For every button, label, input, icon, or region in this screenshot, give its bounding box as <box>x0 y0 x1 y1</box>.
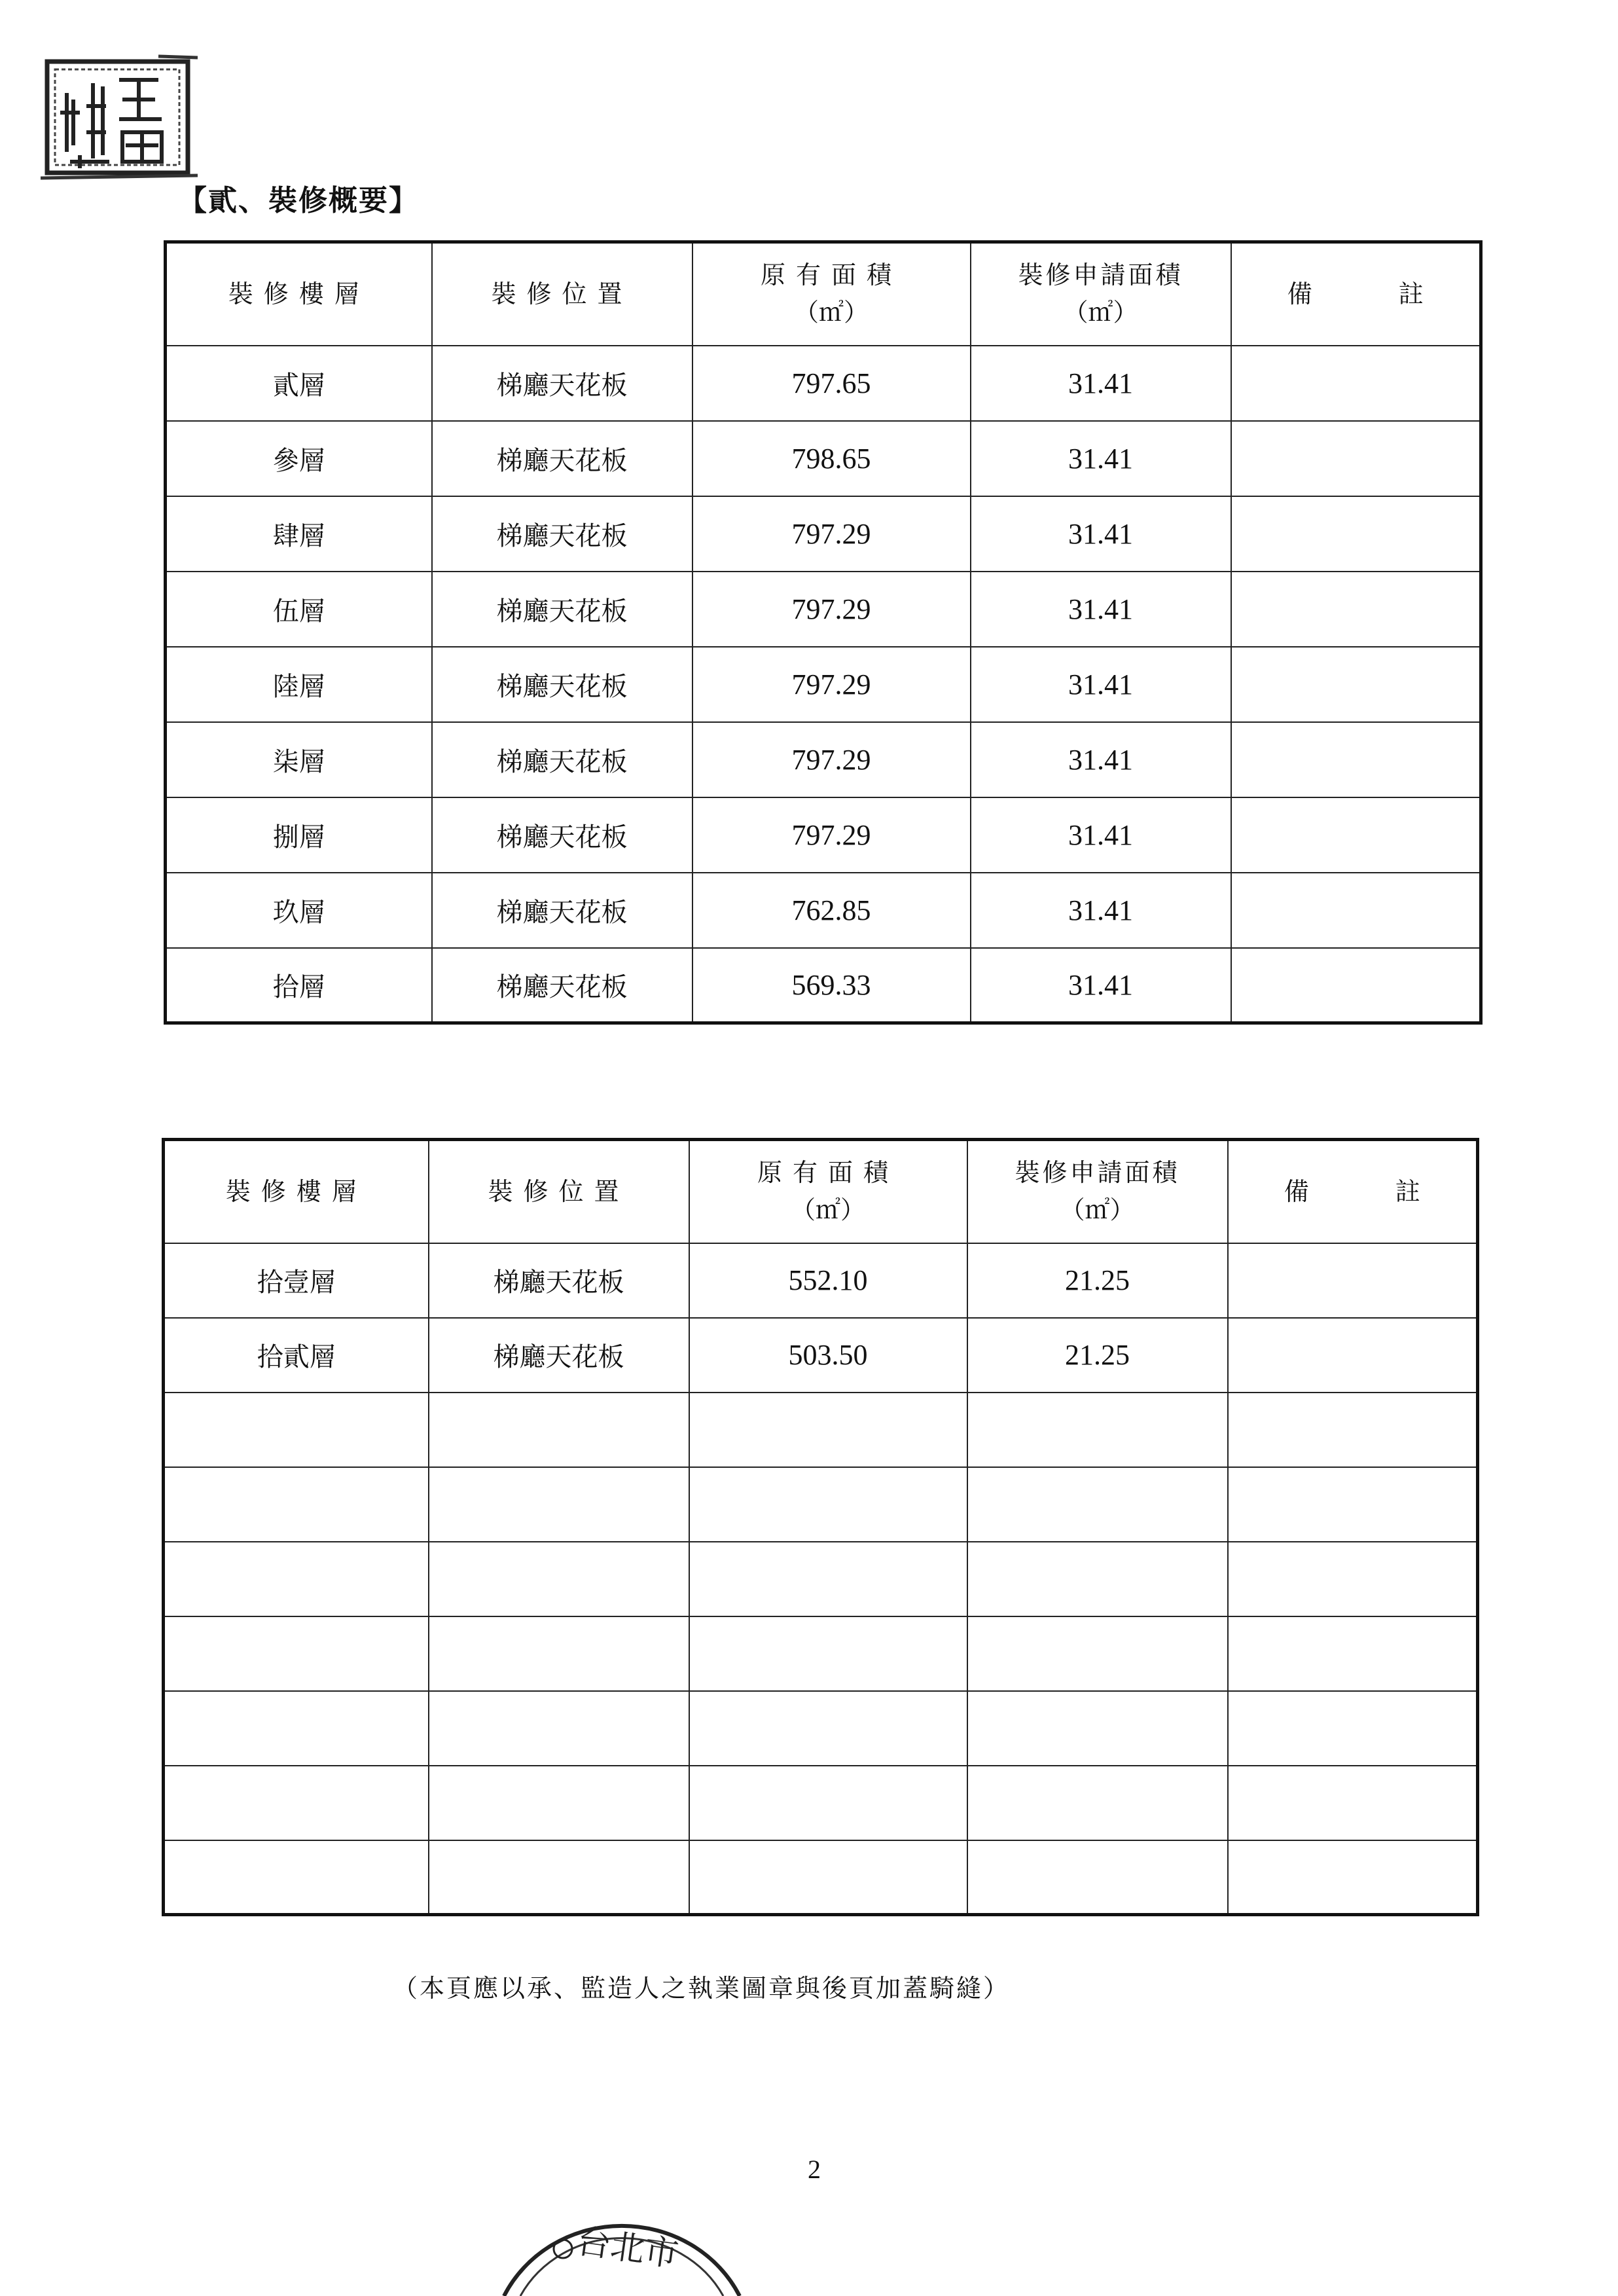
cell-applied-area: 31.41 <box>971 948 1231 1023</box>
cell-original-area <box>689 1542 967 1616</box>
table-row <box>166 873 1481 948</box>
cell-applied-area: 31.41 <box>971 647 1231 722</box>
cell-position <box>429 1467 689 1542</box>
cell-applied-area: 31.41 <box>971 797 1231 873</box>
cell-applied-area <box>967 1840 1228 1915</box>
cell-original-area: 797.29 <box>692 647 971 722</box>
header-position: 裝修位置 <box>432 242 692 346</box>
cell-position: 梯廳天花板 <box>429 1318 689 1393</box>
cell-applied-area <box>967 1766 1228 1840</box>
cell-floor <box>164 1467 429 1542</box>
cell-position <box>429 1616 689 1691</box>
cell-remarks <box>1228 1243 1478 1318</box>
cell-remarks <box>1228 1393 1478 1467</box>
header-remarks: 備 註 <box>1228 1140 1478 1243</box>
cell-remarks <box>1228 1616 1478 1691</box>
cell-applied-area: 21.25 <box>967 1318 1228 1393</box>
header-floor: 裝修樓層 <box>164 1140 429 1243</box>
table-row <box>164 1691 1478 1766</box>
header-floor: 裝修樓層 <box>166 242 432 346</box>
header-applied-area-unit: （㎡） <box>1060 1195 1135 1225</box>
cell-remarks <box>1228 1318 1478 1393</box>
cell-applied-area <box>967 1393 1228 1467</box>
cell-remarks <box>1228 1691 1478 1766</box>
cell-original-area <box>689 1616 967 1691</box>
cell-original-area: 797.29 <box>692 496 971 572</box>
cell-position <box>429 1542 689 1616</box>
cell-remarks <box>1231 722 1481 797</box>
official-round-seal-icon <box>491 2187 753 2296</box>
cell-applied-area: 31.41 <box>971 496 1231 572</box>
cell-floor: 拾壹層 <box>164 1243 429 1318</box>
cell-applied-area <box>967 1691 1228 1766</box>
cell-remarks <box>1231 873 1481 948</box>
cell-floor <box>164 1766 429 1840</box>
table-header-row <box>166 242 1481 346</box>
cell-position: 梯廳天花板 <box>432 873 692 948</box>
cell-original-area: 797.29 <box>692 797 971 873</box>
cell-position: 梯廳天花板 <box>429 1243 689 1318</box>
cell-position: 梯廳天花板 <box>432 421 692 496</box>
cell-floor <box>164 1691 429 1766</box>
renovation-table-1 <box>164 240 1483 1025</box>
cell-original-area: 569.33 <box>692 948 971 1023</box>
seal-text: 台北市 <box>574 2221 681 2275</box>
cell-position <box>429 1766 689 1840</box>
header-applied-area <box>971 242 1231 346</box>
renovation-table-2 <box>162 1138 1479 1916</box>
table-row <box>166 948 1481 1023</box>
cell-applied-area <box>967 1542 1228 1616</box>
cell-applied-area: 31.41 <box>971 873 1231 948</box>
header-applied-area-unit: （㎡） <box>1063 298 1138 327</box>
cell-applied-area <box>967 1467 1228 1542</box>
page-number: 2 <box>808 2155 821 2184</box>
cell-floor: 陸層 <box>166 647 432 722</box>
table-row <box>164 1243 1478 1318</box>
cell-remarks <box>1231 572 1481 647</box>
cell-remarks <box>1228 1840 1478 1915</box>
cell-remarks <box>1228 1766 1478 1840</box>
cell-floor: 拾層 <box>166 948 432 1023</box>
cell-applied-area: 31.41 <box>971 572 1231 647</box>
cell-floor: 伍層 <box>166 572 432 647</box>
table-row <box>164 1318 1478 1393</box>
cell-remarks <box>1228 1542 1478 1616</box>
cell-floor: 柒層 <box>166 722 432 797</box>
cell-remarks <box>1231 948 1481 1023</box>
cell-applied-area <box>967 1616 1228 1691</box>
header-remarks: 備 註 <box>1231 242 1481 346</box>
cell-position <box>429 1840 689 1915</box>
cell-position: 梯廳天花板 <box>432 722 692 797</box>
header-original-area-label: 原有面積 <box>760 261 902 290</box>
cell-position <box>429 1393 689 1467</box>
table-row <box>166 572 1481 647</box>
cell-floor: 拾貳層 <box>164 1318 429 1393</box>
table-header-row <box>164 1140 1478 1243</box>
cell-original-area <box>689 1467 967 1542</box>
cell-original-area <box>689 1691 967 1766</box>
cell-floor <box>164 1840 429 1915</box>
table-row <box>164 1616 1478 1691</box>
table-row <box>166 346 1481 421</box>
table-row <box>166 647 1481 722</box>
cell-floor <box>164 1616 429 1691</box>
header-original-area <box>689 1140 967 1243</box>
header-position: 裝修位置 <box>429 1140 689 1243</box>
table-row <box>164 1840 1478 1915</box>
square-seal-stamp-icon <box>41 54 198 185</box>
cell-remarks <box>1231 496 1481 572</box>
cell-position: 梯廳天花板 <box>432 948 692 1023</box>
cell-remarks <box>1231 346 1481 421</box>
cell-floor: 貳層 <box>166 346 432 421</box>
cell-original-area: 798.65 <box>692 421 971 496</box>
header-original-area-label: 原有面積 <box>757 1158 899 1188</box>
cell-floor: 捌層 <box>166 797 432 873</box>
cell-original-area: 552.10 <box>689 1243 967 1318</box>
cell-floor: 肆層 <box>166 496 432 572</box>
header-applied-area-label: 裝修申請面積 <box>1018 261 1183 290</box>
cell-original-area: 797.29 <box>692 572 971 647</box>
cell-position: 梯廳天花板 <box>432 647 692 722</box>
header-original-area <box>692 242 971 346</box>
cell-original-area <box>689 1766 967 1840</box>
header-applied-area <box>967 1140 1228 1243</box>
cell-position: 梯廳天花板 <box>432 496 692 572</box>
cell-position: 梯廳天花板 <box>432 572 692 647</box>
cell-original-area: 503.50 <box>689 1318 967 1393</box>
cell-position <box>429 1691 689 1766</box>
cell-original-area <box>689 1393 967 1467</box>
table-row <box>164 1542 1478 1616</box>
cell-floor: 參層 <box>166 421 432 496</box>
cell-floor <box>164 1542 429 1616</box>
header-original-area-unit: （㎡） <box>793 298 869 327</box>
cell-original-area: 797.29 <box>692 722 971 797</box>
cell-remarks <box>1231 797 1481 873</box>
header-original-area-unit: （㎡） <box>790 1195 865 1225</box>
cell-applied-area: 31.41 <box>971 421 1231 496</box>
cell-remarks <box>1228 1467 1478 1542</box>
table-row <box>166 421 1481 496</box>
cell-floor: 玖層 <box>166 873 432 948</box>
section-title: 【貳、裝修概要】 <box>178 184 419 217</box>
table-row <box>166 797 1481 873</box>
cell-position: 梯廳天花板 <box>432 346 692 421</box>
footer-note: （本頁應以承、監造人之執業圖章與後頁加蓋騎縫） <box>393 1974 1011 2003</box>
cell-position: 梯廳天花板 <box>432 797 692 873</box>
header-applied-area-label: 裝修申請面積 <box>1015 1158 1180 1188</box>
table-row <box>164 1467 1478 1542</box>
cell-applied-area: 21.25 <box>967 1243 1228 1318</box>
table-row <box>166 496 1481 572</box>
table-row <box>164 1766 1478 1840</box>
cell-original-area <box>689 1840 967 1915</box>
cell-remarks <box>1231 421 1481 496</box>
cell-original-area: 762.85 <box>692 873 971 948</box>
cell-applied-area: 31.41 <box>971 346 1231 421</box>
cell-remarks <box>1231 647 1481 722</box>
table-row <box>166 722 1481 797</box>
cell-applied-area: 31.41 <box>971 722 1231 797</box>
cell-original-area: 797.65 <box>692 346 971 421</box>
table-row <box>164 1393 1478 1467</box>
cell-floor <box>164 1393 429 1467</box>
